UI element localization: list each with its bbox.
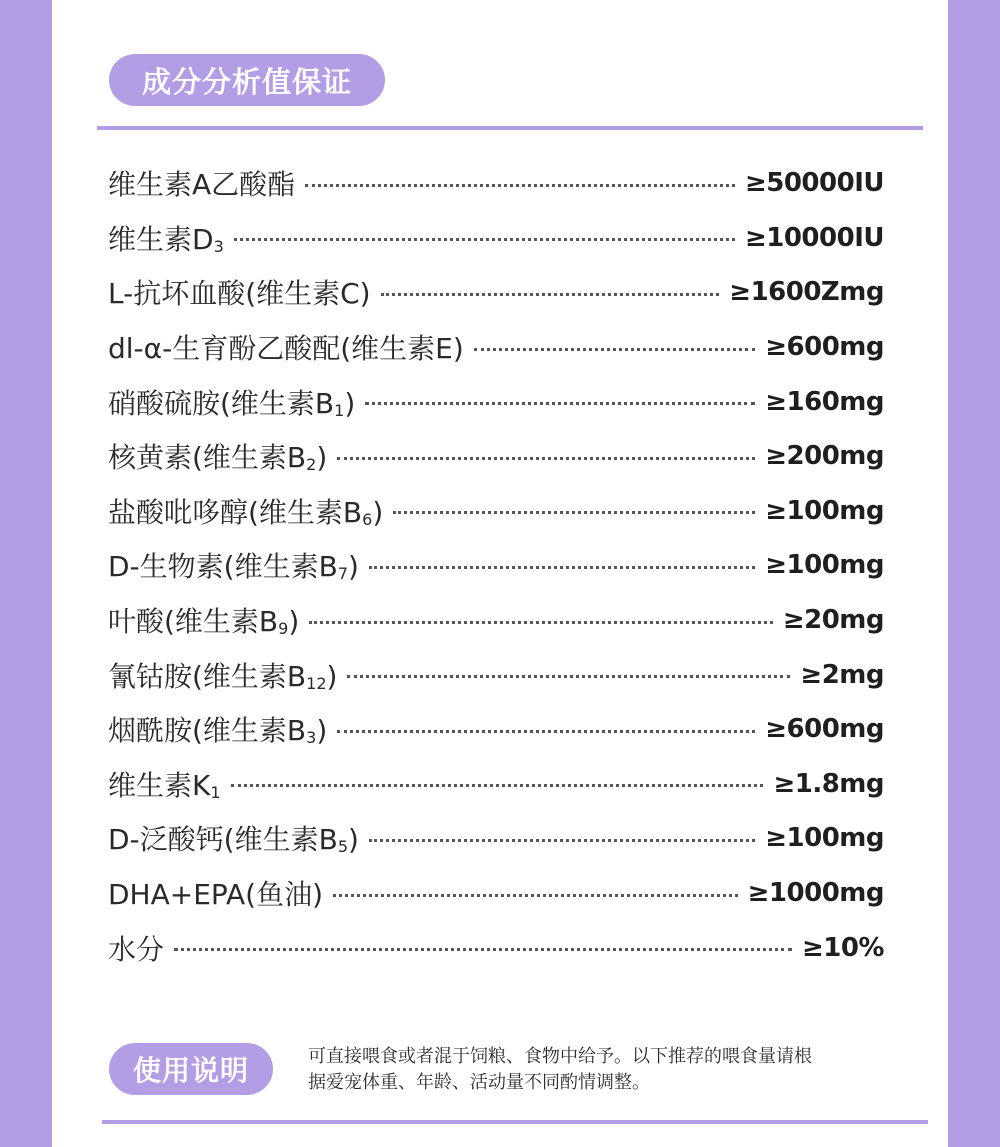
ingredient-name-text: L-抗坏血酸(维生素C): [108, 277, 371, 311]
ingredient-subscript: 9: [278, 619, 289, 639]
section-title-badge: 成分分析值保证: [109, 54, 385, 106]
dotted-leader: [305, 184, 735, 187]
ingredient-name-tail: ): [288, 605, 300, 639]
ingredient-name-text: DHA+EPA(鱼油): [108, 878, 324, 912]
ingredient-value: ≥10%: [801, 932, 884, 963]
ingredient-value: ≥1.8mg: [773, 768, 884, 799]
ingredient-name-text: dl-α-生育酚乙酸配(维生素E): [108, 332, 464, 366]
section-divider: [97, 126, 923, 130]
ingredient-value: ≥600mg: [765, 714, 884, 745]
ingredient-row: [108, 211, 884, 266]
ingredient-name-text: 维生素K: [108, 768, 211, 802]
ingredient-name-text: 叶酸(维生素B: [108, 605, 279, 639]
ingredient-name-text: 盐酸吡哆醇(维生素B: [108, 495, 363, 529]
ingredient-name: [108, 436, 327, 476]
dotted-leader: [174, 948, 792, 951]
dotted-leader: [474, 348, 755, 351]
dotted-leader: [337, 730, 755, 733]
ingredient-row: [108, 374, 884, 429]
ingredient-name: [108, 818, 359, 858]
ingredient-name-text: D-泛酸钙(维生素B: [108, 823, 338, 857]
ingredient-value: ≥100mg: [765, 495, 884, 526]
dotted-leader: [365, 402, 755, 405]
ingredient-value: ≥160mg: [765, 386, 884, 417]
ingredient-name-text: 氰钴胺(维生素B: [108, 659, 307, 693]
ingredient-name-text: 核黄素(维生素B: [108, 441, 307, 475]
ingredient-name-tail: ): [316, 441, 328, 475]
ingredient-name-text: 烟酰胺(维生素B: [108, 714, 307, 748]
ingredient-name: [108, 218, 224, 258]
ingredient-name: [108, 382, 355, 422]
ingredient-name-tail: ): [316, 714, 328, 748]
ingredient-name: [108, 272, 371, 312]
ingredient-subscript: 3: [213, 236, 224, 256]
ingredient-subscript: 6: [362, 509, 373, 529]
ingredient-value: ≥20mg: [782, 605, 884, 636]
ingredient-name: [108, 928, 164, 968]
ingredient-value: ≥10000IU: [744, 222, 884, 253]
dotted-leader: [309, 621, 773, 624]
ingredient-name-text: 维生素D: [108, 222, 214, 256]
usage-line-2: 据爱宠体重、年龄、活动量不同酌情调整。: [308, 1072, 650, 1093]
ingredient-value: ≥600mg: [765, 332, 884, 363]
ingredient-row: [108, 920, 884, 975]
ingredient-list: [108, 156, 884, 975]
dotted-leader: [381, 293, 720, 296]
ingredient-name-text: D-生物素(维生素B: [108, 550, 338, 584]
ingredient-subscript: 1: [210, 782, 221, 802]
ingredient-row: [108, 538, 884, 593]
ingredient-subscript: 3: [306, 728, 317, 748]
ingredient-name: [108, 764, 221, 804]
ingredient-name: [108, 163, 295, 203]
ingredient-name: [108, 600, 299, 640]
ingredient-name: [108, 709, 327, 749]
dotted-leader: [333, 894, 738, 897]
ingredient-value: ≥2mg: [800, 659, 884, 690]
usage-title-badge: 使用说明: [109, 1043, 273, 1095]
ingredient-name-tail: ): [372, 495, 384, 529]
ingredient-row: [108, 647, 884, 702]
ingredient-row: [108, 265, 884, 320]
ingredient-value: ≥200mg: [765, 441, 884, 472]
ingredient-value: ≥100mg: [765, 550, 884, 581]
ingredient-value: ≥50000IU: [744, 168, 884, 199]
dotted-leader: [393, 511, 755, 514]
ingredient-row: [108, 593, 884, 648]
ingredient-name: [108, 327, 464, 367]
ingredient-value: ≥1000mg: [747, 878, 884, 909]
ingredient-row: [108, 156, 884, 211]
ingredient-row: [108, 429, 884, 484]
ingredient-name: [108, 655, 337, 695]
ingredient-name-tail: ): [348, 550, 359, 584]
dotted-leader: [337, 457, 755, 460]
ingredient-subscript: 12: [306, 673, 327, 693]
ingredient-name-tail: ): [344, 386, 356, 420]
ingredient-subscript: 7: [337, 564, 348, 584]
usage-line-1: 可直接喂食或者混于饲粮、食物中给予。以下推荐的喂食量请根: [308, 1046, 812, 1067]
dotted-leader: [369, 839, 755, 842]
ingredient-subscript: 5: [337, 837, 348, 857]
ingredient-row: [108, 702, 884, 757]
ingredient-name-tail: ): [326, 659, 338, 693]
ingredient-name: [108, 873, 323, 913]
ingredient-subscript: 1: [334, 400, 345, 420]
ingredient-value: ≥100mg: [765, 823, 884, 854]
dotted-leader: [347, 675, 790, 678]
ingredient-row: [108, 757, 884, 812]
ingredient-name: [108, 491, 383, 531]
ingredient-name: [108, 545, 359, 585]
usage-instructions: [308, 1044, 928, 1096]
ingredient-name-tail: ): [348, 823, 359, 857]
content-panel: [52, 0, 948, 1147]
ingredient-row: [108, 320, 884, 375]
ingredient-row: [108, 811, 884, 866]
ingredient-name-text: 水分: [108, 932, 165, 966]
ingredient-subscript: 2: [306, 455, 317, 475]
ingredient-name-text: 维生素A乙酸酯: [108, 168, 296, 202]
ingredient-name-text: 硝酸硫胺(维生素B: [108, 386, 335, 420]
ingredient-row: [108, 484, 884, 539]
bottom-divider: [102, 1120, 928, 1124]
ingredient-value: ≥1600Zmg: [729, 277, 884, 308]
dotted-leader: [231, 784, 764, 787]
dotted-leader: [369, 566, 755, 569]
dotted-leader: [234, 238, 735, 241]
ingredient-row: [108, 866, 884, 921]
